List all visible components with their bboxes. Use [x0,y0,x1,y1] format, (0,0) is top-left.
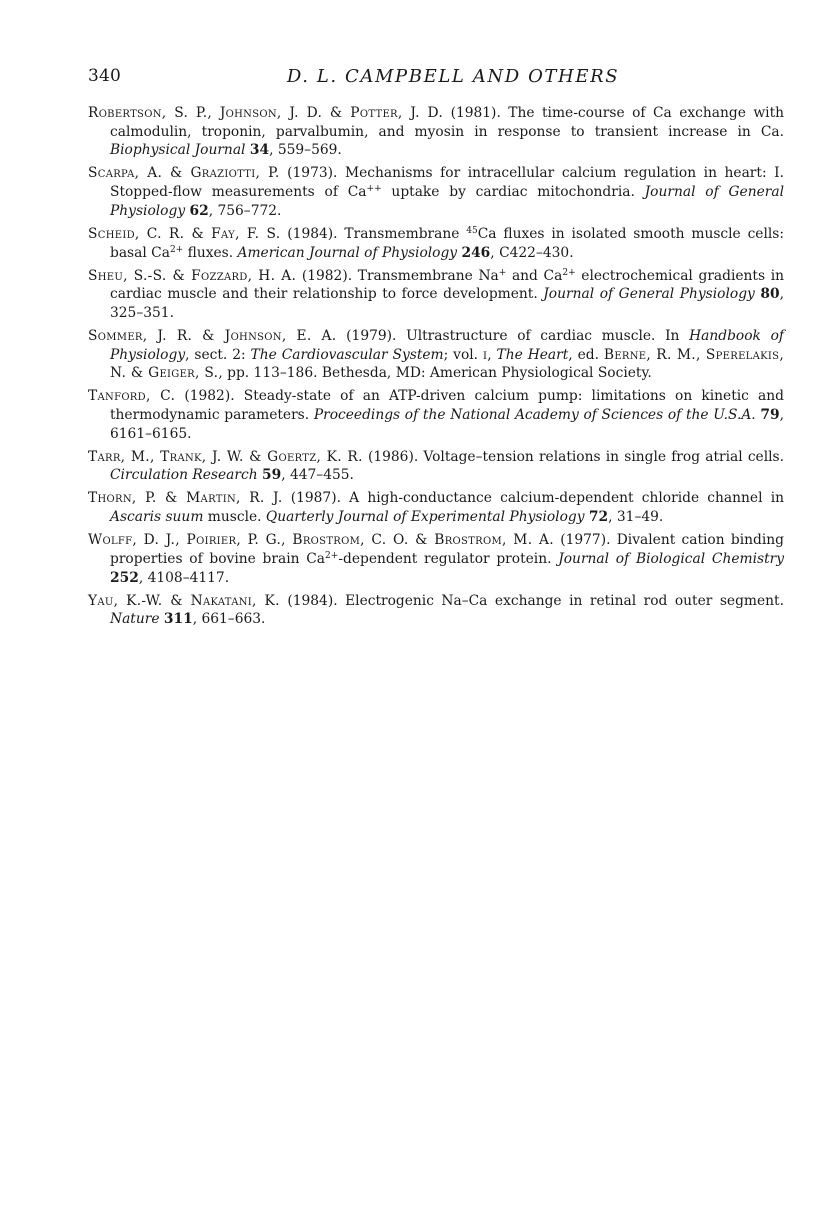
reference-entry [88,104,784,160]
reference-volume: 311 [163,611,193,628]
reference-title-part: fluxes. [183,244,238,261]
reference-title-part: The time-course of Ca exchange with calmodulin, troponin, parvalbumin, and myosin in response to transient increase in Ca. [110,105,784,140]
reference-authors: Robertson, S. P., Johnson, J. D. & Potter, J. D. [88,105,444,121]
reference-pages: , 31–49. [608,509,664,526]
reference-journal: Journal of General Physiology [110,184,784,219]
reference-title-part: , pp. 113–186. Bethesda, MD: American Physiological Society. [218,365,652,382]
reference-authors: Scheid, C. R. & Fay, F. S. [88,225,281,242]
reference-pages: , 325–351. [110,286,784,321]
reference-title-part: 2+ [325,550,339,561]
running-title: D. L. CAMPBELL AND OTHERS [286,66,620,87]
reference-authors: Tarr, M., Trank, J. W. & Goertz, K. R. [88,448,363,465]
reference-year: (1979). [346,327,397,344]
reference-journal: Quarterly Journal of Experimental Physiology [265,509,585,526]
reference-pages: , 447–455. [281,467,354,484]
reference-pages: , 6161–6165. [110,407,784,442]
reference-title-part: + [498,267,507,278]
reference-title-part: Ca fluxes in isolated smooth muscle cells: basal Ca [110,225,785,261]
reference-entry [88,164,784,220]
reference-title-part: electrochemical gradients in cardiac muscle and their relationship to force development. [110,267,785,303]
reference-volume: 80 [760,286,780,303]
reference-year: (1982). [301,267,353,284]
reference-journal: Nature [110,611,160,628]
reference-list [88,104,784,633]
reference-authors: Yau, K.-W. & Nakatani, K. [88,592,280,609]
reference-pages: , 661–663. [192,611,266,628]
reference-entry [88,327,784,383]
page-number: 340 [88,66,122,86]
reference-volume: 72 [588,509,609,526]
reference-title-part: Transmembrane [337,225,467,242]
reference-title-part: The Cardiovascular System [250,346,444,363]
reference-title-part: ; vol. [443,346,483,363]
reference-title-part: uptake by cardiac mitochondria. [381,184,645,201]
reference-journal: Proceedings of the National Academy of Sciences of the U.S.A. [313,407,756,424]
reference-journal: American Journal of Physiology [237,244,458,261]
reference-title-part: Steady-state of an ATP-driven calcium pump: limitations on kinetic and thermodynamic parameters. [110,388,785,424]
reference-pages: , 4108–4117. [138,569,230,586]
reference-volume: 79 [760,407,780,424]
reference-title-part: and Ca [506,267,563,284]
reference-year: (1984). [287,225,338,242]
reference-title-part: -dependent regulator protein. [338,550,559,567]
reference-title-part: 45 [466,225,478,236]
reference-volume: 246 [461,244,491,261]
reference-journal: Biophysical Journal [110,142,246,159]
reference-authors: Wolff, D. J., Poirier, P. G., Brostrom, C. O. & Brostrom, M. A. [88,532,554,549]
reference-entry [88,387,784,443]
reference-year: (1987). [290,490,341,507]
reference-volume: 62 [189,202,209,219]
reference-entry [88,225,784,262]
reference-title-part: , [487,346,497,363]
reference-authors: Sheu, S.-S. & Fozzard, H. A. [88,267,297,284]
reference-year: (1982). [184,388,235,405]
reference-title-part: Voltage–tension relations in single frog atrial cells. [418,448,784,465]
reference-year: (1973). [287,165,338,182]
reference-journal: Journal of Biological Chemistry [558,550,784,567]
reference-entry [88,489,784,526]
reference-title-part: 2+ [169,244,184,255]
reference-authors: Scarpa, A. & Graziotti, P. [88,165,280,182]
reference-authors: Tanford, C. [88,388,176,405]
reference-title-part: Handbook of Physiology [110,327,784,363]
reference-volume: 34 [249,142,270,159]
reference-volume: 59 [261,467,282,484]
reference-authors: Sommer, J. R. & Johnson, E. A. [88,327,337,344]
reference-title-part: Berne, R. M., Sperelakis, N. & Geiger, S. [110,346,784,382]
reference-year: (1977). [560,532,611,549]
reference-journal: Circulation Research [110,467,258,484]
reference-volume: 252 [110,569,139,586]
reference-pages: , 559–569. [269,142,342,159]
reference-title-part: Ascaris suum [110,509,204,526]
reference-authors: Thorn, P. & Martin, R. J. [88,490,283,507]
reference-title-part: Divalent cation binding properties of bovine brain Ca [110,532,784,567]
reference-title-part: Electrogenic Na–Ca exchange in retinal rod outer segment. [337,592,784,609]
page-header [88,66,788,92]
reference-pages: , 756–772. [208,202,282,219]
reference-title-part: Mechanisms for intracellular calcium regulation in heart: I. Stopped-flow measurements of Ca [110,165,784,201]
reference-title-part: ++ [366,184,382,195]
reference-title-part: , sect. 2: [185,346,251,363]
reference-year: (1986). [367,448,419,465]
reference-entry [88,592,784,629]
reference-entry [88,531,784,587]
reference-title-part: Ultrastructure of cardiac muscle. In [396,327,690,344]
reference-journal: Journal of General Physiology [543,286,755,303]
reference-year: (1981). [450,105,501,121]
reference-entry [88,448,784,485]
reference-title-part: i [482,346,488,363]
reference-year: (1984). [287,592,338,609]
reference-title-part: A high-conductance calcium-dependent chloride channel in [340,490,784,507]
reference-entry [88,267,784,323]
reference-title-part: Transmembrane Na [352,267,499,284]
reference-title-part: The Heart [496,346,569,363]
reference-title-part: muscle. [203,509,266,526]
reference-title-part: 2+ [562,267,576,278]
reference-title-part: , ed. [568,346,604,363]
reference-pages: , C422–430. [490,244,574,261]
